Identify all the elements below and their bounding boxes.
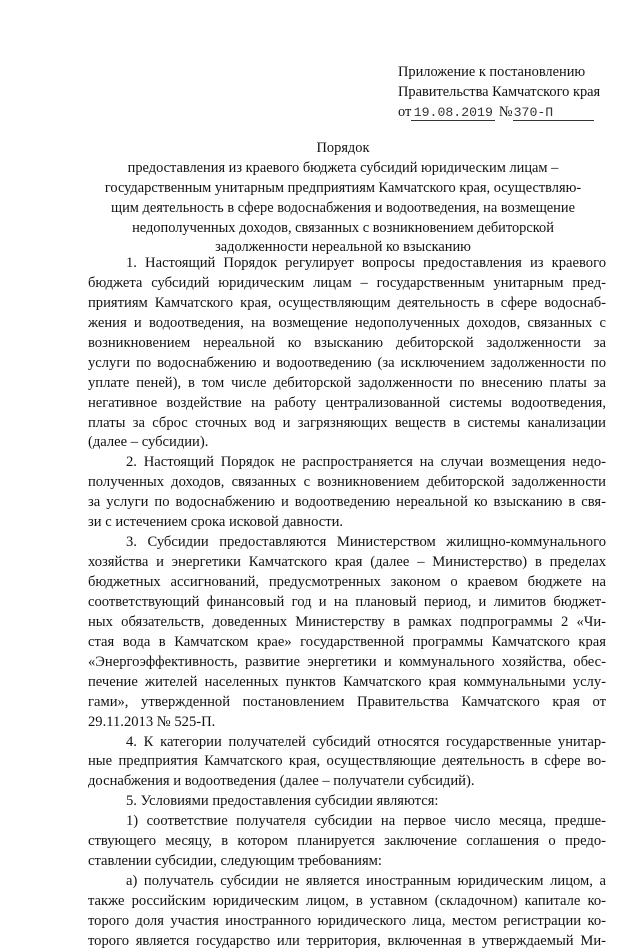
body-line: торого является государство или территория, включенная в утверждаемый Ми- [88,932,606,949]
handwritten-number: 370-П [513,105,594,121]
appendix-line-2: Правительства Камчатского края [398,84,601,101]
appendix-header [398,62,634,123]
title-line: щим деятельность в сфере водоснабжения и водоотведения, на возмещение [111,199,575,216]
body-line: соответствующий финансовый год и на плановый период, и лимитов бюджет- [88,593,606,610]
body-line: ные предприятия Камчатского края, осуществляющие деятельность в сфере во- [88,753,606,770]
document-body [88,254,606,952]
body-line: доснабжения и водоотведения (далее – получатели субсидий). [88,773,475,790]
body-line: стая вода в Камчатском крае» государственной программы Камчатского края [88,633,606,650]
body-line: за услуги по водоснабжению и водоотведению нереальной ко взысканию в свя- [88,494,606,511]
body-line: «Энергоэффективность, развитие энергетики и коммунального хозяйства, обес- [88,653,606,670]
body-line: также российским юридическим лицом, в уставном (складочном) капитале ко- [88,893,606,909]
body-line: торого доля участия иностранного юридического лица, местом регистрации ко- [88,912,606,929]
title-line: недополученных доходов, связанных с возникновением дебиторской [132,219,554,236]
body-line: зи с истечением срока исковой давности. [88,514,344,531]
number-prefix: № [498,104,513,121]
body-line: (далее – субсидии). [88,434,209,451]
appendix-line-1: Приложение к постановлению [398,64,586,80]
body-line: услуги по водоснабжению и водоотведению (за исключением задолженности по [88,354,606,371]
title-line: Порядок [316,140,370,156]
body-line: 5. Условиями предоставления субсидии являются: [126,793,439,810]
document-title [80,139,606,258]
body-line: 29.11.2013 № 525-П. [88,713,216,730]
body-line: бюджетных ассигнований, предусмотренных законом о краевом бюджете на [88,574,606,590]
body-line: а) получатель субсидии не является иностранным юридическим лицом, а [126,873,606,890]
handwritten-date: 19.08.2019 [411,105,495,121]
body-line: ствующего месяцу, в котором планируется заключение соглашения о предо- [88,833,606,850]
appendix-date-line [398,102,634,122]
body-line: 1) соответствие получателя субсидии на первое число месяца, предше- [126,813,606,830]
body-line: 2. Настоящий Порядок не распространяется на случаи возмещения недо- [126,454,606,471]
body-line: возникновением нереальной ко взысканию дебиторской задолженности за [88,334,606,351]
body-line: ставлении субсидии, следующим требованиям: [88,853,382,870]
date-prefix: от [398,104,412,121]
body-line: негативное воздействие на работу централизованной системы водоотведения, [88,394,606,411]
body-line: 4. К категории получателей субсидий относятся государственные унитар- [126,733,606,750]
body-line: хозяйства и энергетики Камчатского края (далее – Министерство) в пределах [88,554,606,571]
body-line: бюджета субсидий юридическим лицам – государственным унитарным пред- [88,274,606,291]
title-line: задолженности нереальной ко взысканию [215,239,471,256]
title-line: предоставления из краевого бюджета субсидий юридическим лицам – [127,159,559,176]
body-line: приятиям Камчатского края, осуществляющим деятельность в сфере водоснаб- [88,294,606,311]
body-line: полученных доходов, связанных с возникновением дебиторской задолженности [88,474,606,491]
body-line: гами», утвержденной постановлением Правительства Камчатского края от [88,693,606,710]
body-line: платы за сброс сточных вод и загрязняющих веществ в системы канализации [88,414,606,431]
body-line: жения и водоотведения, на возмещение недополученных доходов, связанных с [88,314,606,331]
body-line: 1. Настоящий Порядок регулирует вопросы предоставления из краевого [126,255,606,271]
body-line: 3. Субсидии предоставляются Министерством жилищно-коммунального [126,534,606,551]
body-line: ных обязательств, доведенных Министерству в рамках подпрограммы 2 «Чи- [88,613,606,630]
body-line: уплате пеней), в том числе дебиторской задолженности по внесению платы за [88,374,606,391]
body-line: печение жителей населенных пунктов Камчатского края коммунальными услу- [88,673,606,690]
title-line: государственным унитарным предприятиям Камчатского края, осуществляю- [104,179,582,196]
